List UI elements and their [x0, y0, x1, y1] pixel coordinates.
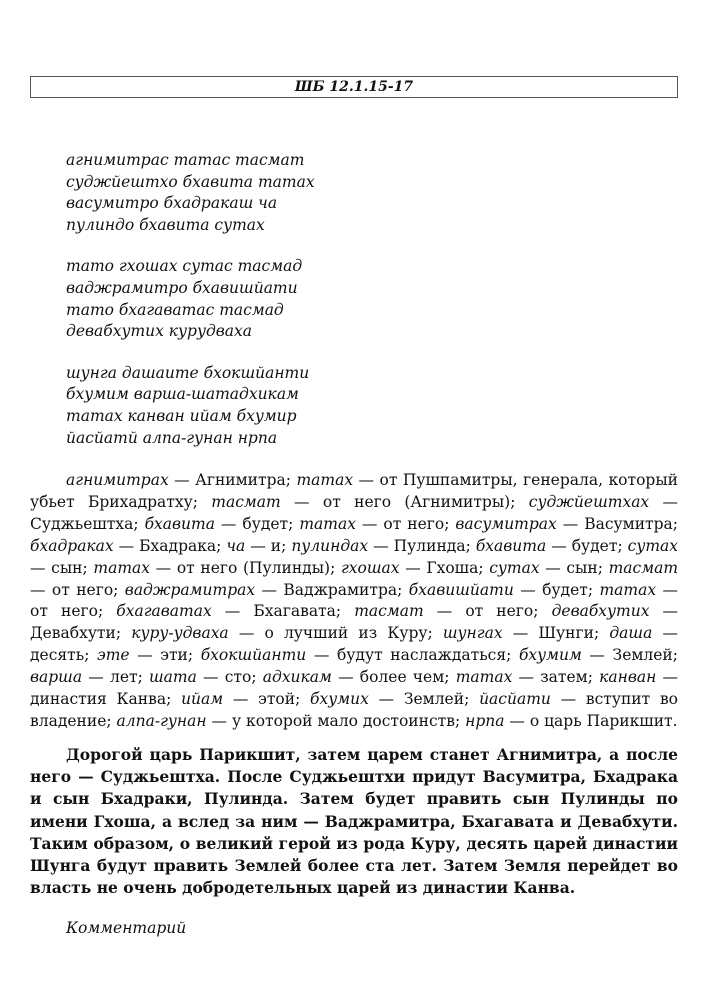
verse-line: бхумим варша-шатадхикам — [66, 385, 299, 404]
synonym-meaning: лет — [109, 668, 138, 687]
synonym-entry: татах — от него; — [299, 514, 456, 533]
synonym-term: куру-удваха — [131, 624, 229, 643]
synonym-meaning: о лучший из Куру — [264, 624, 428, 643]
synonym-meaning: затем — [540, 668, 588, 687]
synonym-entry: суджйештхах — Суджьештха; — [30, 492, 678, 533]
synonym-meaning: будут наслаждаться — [336, 646, 507, 665]
verse-line: тато гхошах сутас тасмад — [66, 257, 303, 276]
synonym-entry: татах — затем; — [455, 668, 600, 687]
synonym-entry: агнимитрах — Агнимитра; — [66, 471, 297, 489]
synonym-term: девабхутих — [551, 602, 650, 621]
synonym-meaning: от него — [51, 580, 114, 599]
synonym-meaning: Шунги — [538, 624, 594, 643]
verse-reference: ШБ 12.1.15-17 — [294, 79, 414, 95]
synonym-meaning: этой — [258, 690, 296, 709]
synonym-term: алпа-гунан — [116, 711, 207, 730]
synonym-entry: шунгах — Шунги; — [442, 624, 610, 643]
synonym-term: сутах — [489, 558, 540, 577]
synonym-entry: алпа-гунан — у которой мало достоинств; — [116, 711, 466, 730]
synonym-term: эте — [97, 646, 130, 665]
synonym-term: васумитрах — [455, 514, 557, 533]
synonym-entry: бхагаватах — Бхагавата; — [116, 602, 355, 621]
word-for-word-synonyms — [30, 470, 678, 733]
synonym-meaning: от него — [383, 514, 445, 533]
synonym-entry: бхумих — Землей; — [310, 690, 480, 709]
synonym-entry: бхокшйанти — будут наслаждаться; — [200, 646, 519, 665]
synonym-meaning: от него — [30, 602, 98, 621]
synonym-term: тасмат — [354, 602, 424, 621]
synonym-term: нрпа — [465, 711, 505, 730]
synonym-entry: гхошах — Гхоша; — [340, 558, 490, 577]
synonym-meaning: Агнимитра — [195, 471, 286, 489]
stanza — [66, 363, 626, 449]
synonym-term: сутах — [627, 536, 679, 555]
verse-line: агнимитрас татас тасмат — [66, 151, 305, 169]
synonym-entry: татах — от него; — [30, 580, 679, 621]
synonym-meaning: Бхагавата — [253, 602, 336, 621]
synonym-meaning: вступит во владение — [30, 690, 679, 730]
synonym-term: бхумих — [310, 690, 369, 709]
synonym-term: шунгах — [442, 624, 503, 643]
verse-line: девабхутих курудваха — [66, 322, 253, 341]
synonym-meaning: будет — [542, 580, 588, 599]
synonym-term: шата — [149, 668, 197, 687]
synonym-meaning: Ваджрамитра — [283, 580, 398, 599]
synonym-entry: канван — династия Канва; — [30, 668, 678, 709]
synonym-term: тасмат — [608, 558, 679, 577]
translation-paragraph: Дорогой царь Парикшит, затем царем станет Агнимитра, а после него — Суджьештха. После Суджьештхи придут Васумитра, Бхадрака и сын Бхадраки, Пулинда. Затем будет править сын Пулинды по имени Гхоша, а вслед за ним — Ваджрамитра, Бхагавата и Девабхути. Таким образом, о великий герой из рода Куру, десять царей династии Шунга будут править Землей более ста лет. Затем Земля перейдет во власть не очень добродетельных царей из династии Канва. — [30, 745, 678, 898]
stanza — [66, 150, 626, 236]
synonym-meaning: от него — [465, 602, 534, 621]
synonym-entry: сутах — сын; — [30, 536, 679, 577]
verse-line: йасйатй алпа-гунан нрпа — [66, 428, 278, 447]
synonym-entry: шата — сто; — [149, 668, 263, 687]
synonym-entry: бхумим — Землей; — [518, 646, 679, 665]
synonym-entry: девабхутих — Девабхути; — [30, 602, 679, 643]
verse-transliteration — [66, 150, 626, 469]
synonym-entry: татах — от Пушпамитры, генерала, который убьет Брихадратху; — [30, 471, 678, 511]
stanza — [66, 256, 626, 342]
synonym-meaning: от него (Агнимитры) — [322, 492, 511, 511]
synonym-term: ийам — [181, 690, 224, 709]
synonym-meaning: сын — [566, 558, 598, 577]
synonym-term: варша — [30, 668, 83, 687]
synonym-term: бхагаватах — [116, 602, 212, 621]
synonym-meaning: Землей — [612, 646, 673, 665]
synonym-entry: даша — десять; — [30, 624, 678, 665]
synonym-term: йасйати — [479, 690, 551, 709]
synonym-term: даша — [609, 624, 653, 643]
verse-line: пулиндо бхавита сутах — [66, 215, 265, 234]
verse-line: татах канван ийам бхумир — [66, 406, 297, 425]
synonym-term: бхавита — [144, 514, 215, 533]
synonym-term: татах — [296, 471, 354, 489]
synonym-entry: сутах — сын; — [489, 558, 609, 577]
synonym-entry: ийам — этой; — [181, 690, 311, 709]
synonym-meaning: эти — [160, 646, 188, 665]
synonym-meaning: Пулинда — [393, 536, 466, 555]
synonym-entry: варша — лет; — [30, 668, 149, 687]
verse-header — [30, 76, 678, 98]
synonym-term: бхокшйанти — [200, 646, 307, 665]
synonym-term: ваджрамитрах — [124, 580, 256, 599]
verse-line: васумитро бхадракаш ча — [66, 194, 278, 213]
synonym-meaning: будет — [242, 514, 289, 533]
synonym-entry: эте — эти; — [97, 646, 201, 665]
synonym-meaning: будет — [571, 536, 618, 555]
synonym-entry: татах — от него (Пулинды); — [93, 558, 341, 577]
synonym-meaning: о царь Парикшит — [529, 711, 673, 730]
synonym-term: агнимитрах — [66, 471, 169, 489]
synonym-meaning: Васумитра — [584, 514, 673, 533]
verse-line: ваджрамитро бхавишйати — [66, 278, 298, 297]
synonym-meaning: сто — [224, 668, 252, 687]
synonym-entry: тасмат — от него (Агнимитры); — [211, 492, 529, 511]
synonym-meaning: и — [270, 536, 282, 555]
verse-line: шунга дашаите бхокшйанти — [66, 363, 310, 382]
synonym-meaning: от него (Пулинды) — [176, 558, 331, 577]
verse-line: суджйештхо бхавита татах — [66, 172, 315, 191]
synonym-entry: бхадраках — Бхадрака; — [30, 536, 227, 555]
synonym-entry: йасйати — вступит во владение; — [30, 690, 679, 730]
synonym-meaning: от Пушпамитры, генерала, который убьет Брихадратху — [30, 471, 678, 511]
synonym-term: ча — [226, 536, 246, 555]
synonym-meaning: династия Канва — [30, 690, 167, 709]
synonym-term: адхикам — [262, 668, 332, 687]
synonym-term: суджйештхах — [528, 492, 650, 511]
synonym-meaning: Землей — [403, 690, 465, 709]
synonym-term: татах — [93, 558, 151, 577]
synonym-meaning: сын — [51, 558, 83, 577]
synonym-term: тасмат — [211, 492, 281, 511]
synonym-meaning: более чем — [359, 668, 445, 687]
synonym-entry: бхавита — будет; — [475, 536, 628, 555]
synonym-entry: адхикам — более чем; — [262, 668, 456, 687]
synonym-meaning: Бхадрака — [139, 536, 217, 555]
synonym-meaning: у которой мало достоинств — [231, 711, 455, 730]
synonym-term: канван — [599, 668, 657, 687]
synonym-entry: пулиндах — Пулинда; — [291, 536, 476, 555]
synonym-entry: васумитрах — Васумитра; — [455, 514, 679, 533]
synonym-meaning: Суджьештха — [30, 514, 134, 533]
synonym-entry: бхавита — будет; — [144, 514, 300, 533]
synonym-term: татах — [455, 668, 513, 687]
synonym-entry: нрпа — о царь Парикшит. — [465, 711, 678, 730]
synonym-term: пулиндах — [291, 536, 369, 555]
synonym-entry: куру-удваха — о лучший из Куру; — [131, 624, 443, 643]
synonym-entry: бхавишйати — будет; — [408, 580, 600, 599]
synonym-entry: тасмат — от него; — [354, 602, 552, 621]
synonym-term: бхавишйати — [408, 580, 514, 599]
synonym-meaning: Гхоша — [426, 558, 479, 577]
synonym-meaning: Девабхути — [30, 624, 116, 643]
synonym-meaning: десять — [30, 646, 85, 665]
verse-line: тато бхагаватас тасмад — [66, 300, 284, 319]
commentary-heading: Комментарий — [66, 919, 187, 937]
synonym-term: бхавита — [475, 536, 547, 555]
synonym-entry: тасмат — от него; — [30, 558, 679, 599]
synonym-entry: ча — и; — [226, 536, 292, 555]
synonym-term: татах — [599, 580, 657, 599]
synonym-term: бхадраках — [30, 536, 114, 555]
synonym-term: гхошах — [340, 558, 400, 577]
synonym-term: татах — [299, 514, 356, 533]
synonym-term: бхумим — [518, 646, 582, 665]
synonym-entry: ваджрамитрах — Ваджрамитра; — [124, 580, 409, 599]
